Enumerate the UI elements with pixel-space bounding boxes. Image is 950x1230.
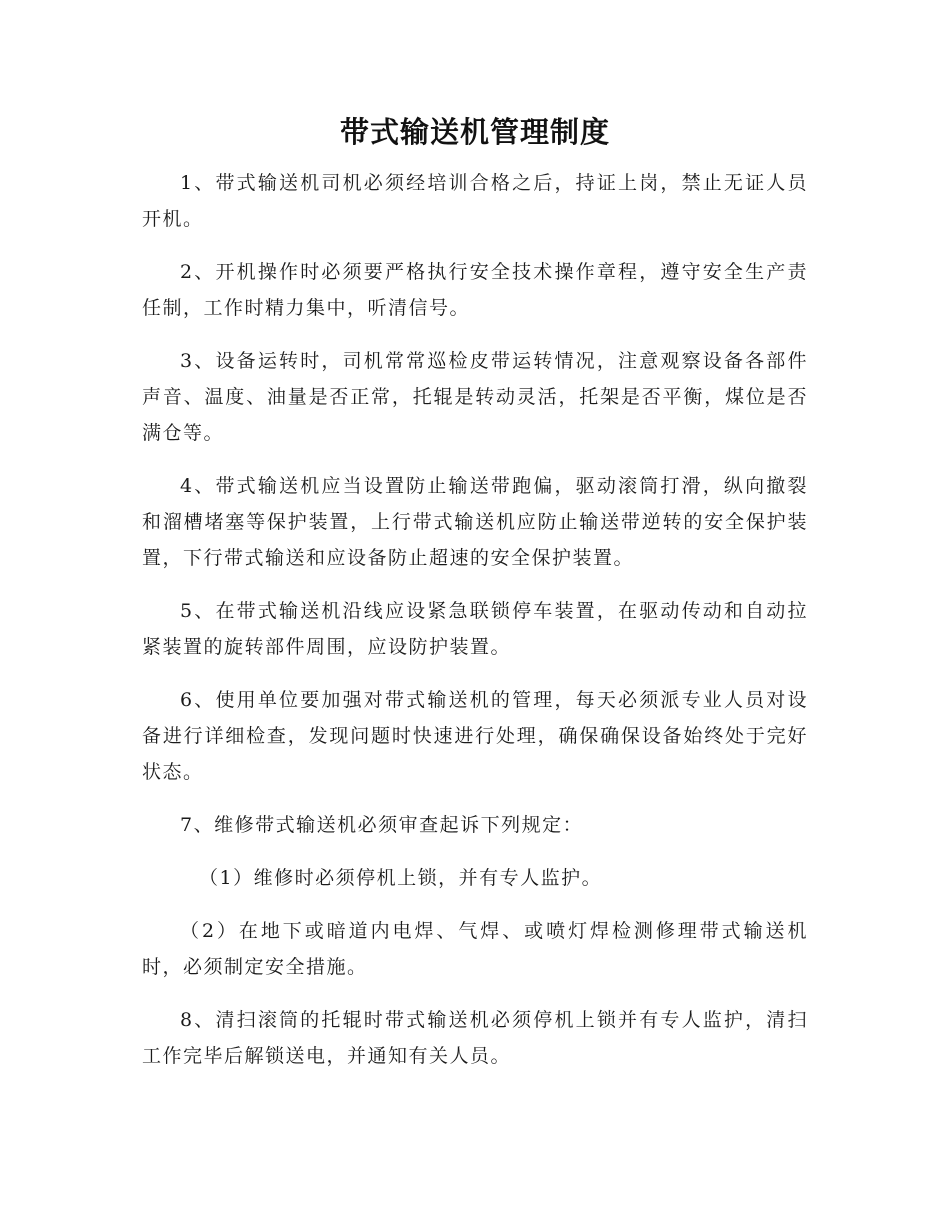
paragraph-5: 5、在带式输送机沿线应设紧急联锁停车装置，在驱动传动和自动拉紧装置的旋转部件周围，应设防护装置。 — [142, 600, 808, 658]
sub-item-2: （2）在地下或暗道内电焊、气焊、或喷灯焊检测修理带式输送机时，必须制定安全措施。 — [142, 920, 808, 978]
paragraph-1: 1、带式输送机司机必须经培训合格之后，持证上岗，禁止无证人员开机。 — [142, 172, 808, 230]
document-title: 带式输送机管理制度 — [339, 115, 610, 149]
paragraph-2: 2、开机操作时必须要严格执行安全技术操作章程，遵守安全生产责任制，工作时精力集中，听清信号。 — [142, 261, 808, 319]
sub-item-1: （1）维修时必须停机上锁，并有专人监护。 — [199, 867, 603, 889]
document-body — [142, 165, 808, 1091]
paragraph-7: 7、维修带式输送机必须审查起诉下列规定： — [180, 814, 584, 836]
paragraph-6: 6、使用单位要加强对带式输送机的管理，每天必须派专业人员对设备进行详细检查，发现问题时快速进行处理，确保确保设备始终处于完好状态。 — [142, 689, 808, 783]
paragraph-3: 3、设备运转时，司机常常巡检皮带运转情况，注意观察设备各部件声音、温度、油量是否正常，托辊是转动灵活，托架是否平衡，煤位是否满仓等。 — [142, 350, 808, 444]
paragraph-8: 8、清扫滚筒的托辊时带式输送机必须停机上锁并有专人监护，清扫工作完毕后解锁送电，并通知有关人员。 — [142, 1009, 808, 1067]
paragraph-4: 4、带式输送机应当设置防止输送带跑偏，驱动滚筒打滑，纵向撤裂和溜槽堵塞等保护装置，上行带式输送机应防止输送带逆转的安全保护装置，下行带式输送和应设备防止超速的安全保护装置。 — [142, 475, 808, 569]
